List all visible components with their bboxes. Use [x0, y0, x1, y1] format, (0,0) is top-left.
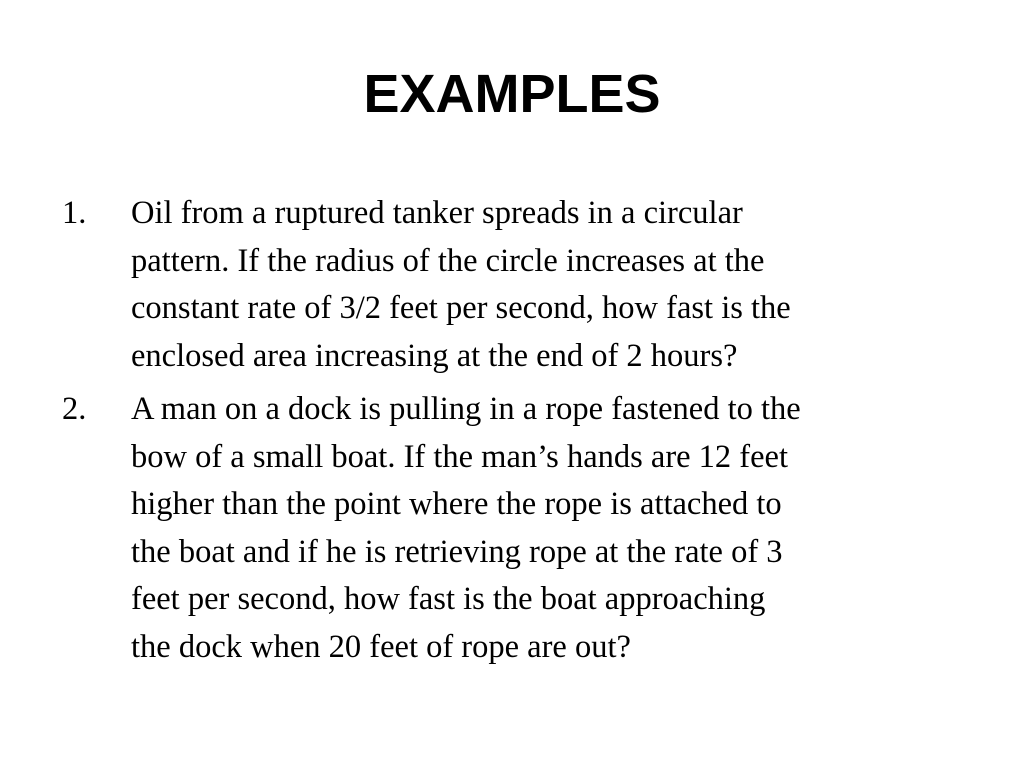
list-item — [62, 386, 962, 671]
slide-title: EXAMPLES — [363, 64, 661, 124]
examples-list — [62, 190, 962, 677]
item-text: Oil from a ruptured tanker spreads in a circular pattern. If the radius of the circle increases at the constant rate of 3/2 feet per second, how fast is the enclosed area increasing at the end of 2 hours? — [131, 195, 791, 374]
list-item — [62, 190, 962, 380]
item-text: A man on a dock is pulling in a rope fastened to the bow of a small boat. If the man’s hands are 12 feet higher than the point where the rope is attached to the boat and if he is retrieving rope at the rate of 3 feet per second, how fast is the boat approaching the dock when 20 feet of rope are out? — [131, 391, 801, 665]
item-number: 2. — [62, 391, 87, 427]
item-number: 1. — [62, 195, 87, 231]
